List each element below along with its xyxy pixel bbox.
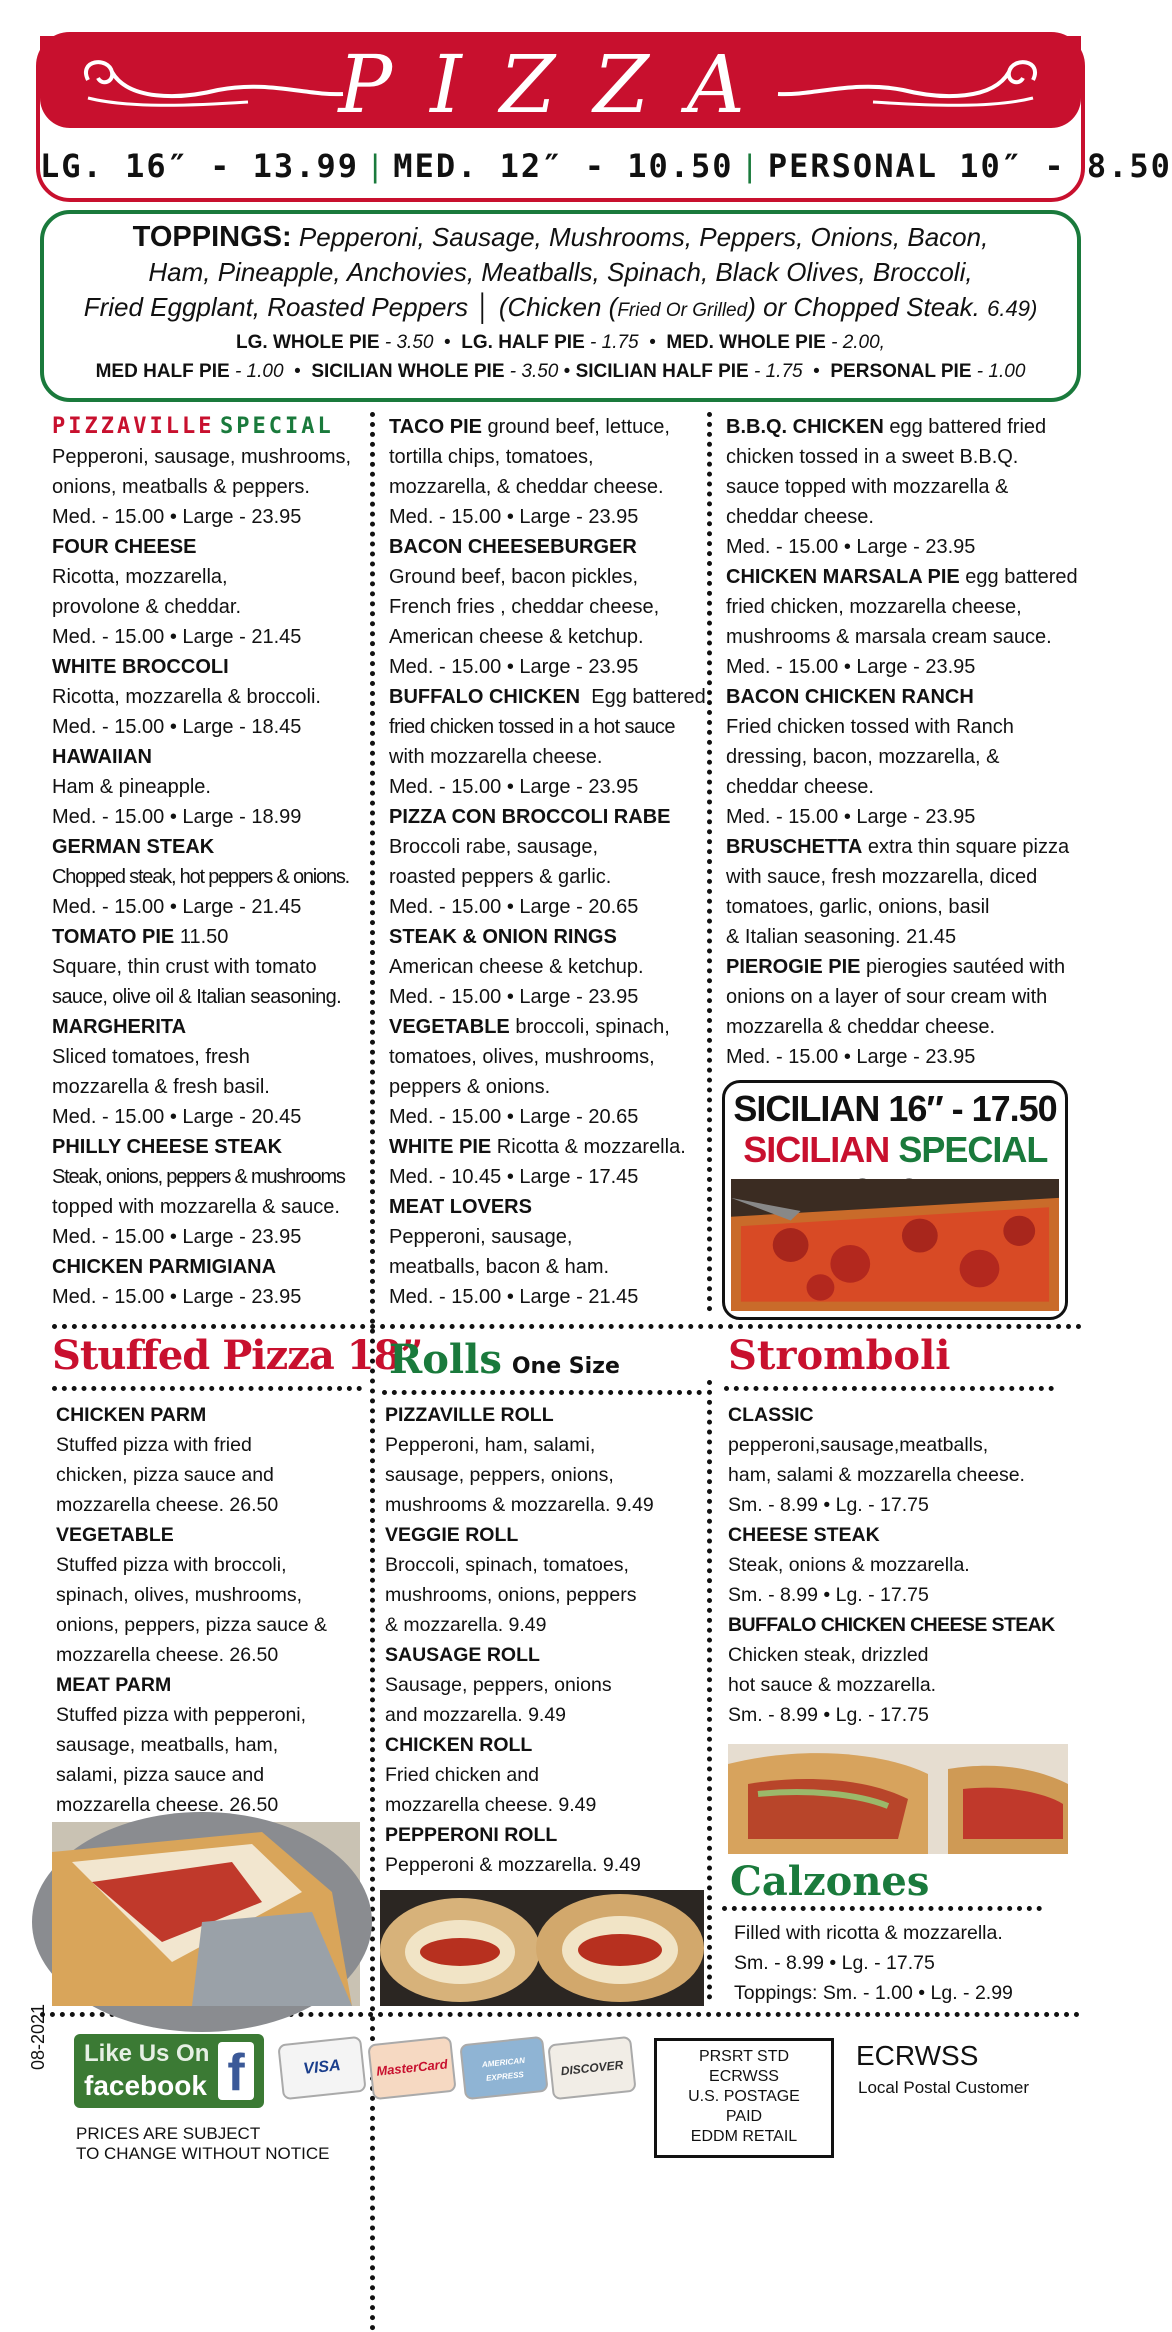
item-desc: Stuffed pizza with fried [56,1434,252,1456]
rolls-subtitle: One Size [511,1354,620,1379]
item-name: PIZZA CON BROCCOLI RABE [389,806,671,828]
item-price: Med. - 15.00 • Large - 23.95 [726,1046,976,1068]
item-name: CLASSIC [728,1404,814,1426]
toppings-line-1: Pepperoni, Sausage, Mushrooms, Peppers, Onions, Bacon, [298,222,989,252]
toppings-box [40,210,1081,402]
item-price: Sm. - 8.99 • Lg. - 17.75 [728,1494,929,1516]
lg-whole-price: - 3.50 [384,332,434,353]
size-personal: PERSONAL 10″ - 8.50 [767,147,1172,185]
rolls-photo [380,1890,704,2006]
item-desc: Ham & pineapple. [52,776,211,798]
item-desc: Ricotta, mozzarella, [52,566,228,588]
item-desc: Pepperoni, ham, salami, [385,1434,596,1456]
item-desc: chicken tossed in a sweet B.B.Q. [726,446,1019,468]
sicilian-box [722,1080,1068,1320]
section-divider [52,1386,362,1391]
price-notice [76,2124,329,2164]
bullet: • [563,361,571,382]
size-medium: MED. 12″ - 10.50 [393,147,734,185]
section-divider [724,1386,1054,1391]
item-desc: & Italian seasoning. 21.45 [726,926,957,948]
right-swirl-ornament [773,50,1053,114]
postal-line: PAID [725,2108,763,2125]
size-divider: | [370,148,382,184]
item-desc: Ricotta & mozzarella. [496,1136,686,1158]
stuffed-pizza-photo [52,1822,360,2006]
item-price: Med. - 15.00 • Large - 18.99 [52,806,302,828]
bullet: • [813,361,820,382]
item-name: FOUR CHEESE [52,536,197,558]
item-name: TACO PIE [389,416,482,438]
postage-indicia [654,2038,834,2158]
item-desc: Broccoli rabe, sausage, [389,836,599,858]
topping-prices-row-2 [44,357,1077,386]
item-name: GERMAN STEAK [52,836,215,858]
item-desc: provolone & cheddar. [52,596,242,618]
item-desc: egg battered fried [889,416,1047,438]
item-desc: mozzarella cheese. 26.50 [56,1494,279,1516]
sicilian-special-word-2: SPECIAL [898,1129,1047,1170]
item-name: BUFFALO CHICKEN [389,686,581,708]
item-desc: sausage, peppers, onions, [385,1464,614,1486]
facebook-badge[interactable] [74,2034,264,2108]
item-desc: mushrooms & mozzarella. 9.49 [385,1494,654,1516]
item-desc: Square, thin crust with tomato [52,956,317,978]
item-desc: fried chicken, mozzarella cheese, [726,596,1022,618]
section-divider [382,1390,702,1395]
toppings-premium-price: 6.49) [987,296,1038,321]
header-banner [40,36,1081,131]
lg-whole-label: LG. WHOLE PIE [236,332,380,353]
item-name: MEAT LOVERS [389,1196,532,1218]
toppings-line-2: Ham, Pineapple, Anchovies, Meatballs, Spinach, Black Olives, Broccoli, [148,257,973,287]
item-desc: Fried chicken tossed with Ranch [726,716,1014,738]
item-desc: tortilla chips, tomatoes, [389,446,594,468]
facebook-wordmark: facebook [84,2070,207,2101]
calzones-list [734,1918,1013,2008]
item-desc: ground beef, lettuce, [487,416,670,438]
item-desc: salami, pizza sauce and [56,1764,265,1786]
facebook-icon: f [218,2042,254,2100]
item-desc: and mozzarella. 9.49 [385,1704,567,1726]
size-divider: | [745,148,756,184]
item-desc: American cheese & ketchup. [389,956,644,978]
item-desc: Chicken steak, drizzled [728,1644,929,1666]
item-desc: French fries , cheddar cheese, [389,596,660,618]
local-postal-customer: Local Postal Customer [858,2078,1030,2097]
menu-column-2 [389,412,709,1312]
calzones-title: Calzones [730,1858,930,1905]
item-price: Med. - 15.00 • Large - 23.95 [52,1226,302,1248]
item-desc: dressing, bacon, mozzarella, & [726,746,1000,768]
item-name: BRUSCHETTA [726,836,863,858]
item-name: PHILLY CHEESE STEAK [52,1136,283,1158]
item-desc: Ground beef, bacon pickles, [389,566,639,588]
item-name: CHEESE STEAK [728,1524,880,1546]
item-desc: with mozzarella cheese. [389,746,603,768]
discover-card-icon [547,2036,636,2100]
item-price: Med. - 15.00 • Large - 23.95 [726,806,976,828]
item-desc: pepperoni,sausage,meatballs, [728,1434,989,1456]
item-price: Med. - 15.00 • Large - 18.45 [52,716,302,738]
item-price: Med. - 15.00 • Large - 23.95 [726,536,976,558]
bullet: • [444,332,451,353]
bullet: • [294,361,301,382]
item-desc: Broccoli, spinach, tomatoes, [385,1554,629,1576]
item-name: BACON CHICKEN RANCH [726,686,974,708]
item-price: Med. - 15.00 • Large - 23.95 [52,1286,302,1308]
item-desc: & mozzarella. 9.49 [385,1614,547,1636]
sicilian-price: SICILIAN 16″ - 17.50 [733,1088,1057,1129]
discover-label: DISCOVER [560,2057,624,2079]
item-desc: egg battered [965,566,1078,588]
item-price: Med. - 15.00 • Large - 21.45 [52,626,302,648]
item-name: HAWAIIAN [52,746,152,768]
postal-line: PRSRT STD [698,2048,790,2065]
item-desc: tomatoes, olives, mushrooms, [389,1046,655,1068]
item-name: CHICKEN PARMIGIANA [52,1256,277,1278]
item-price: Med. - 15.00 • Large - 20.65 [389,1106,639,1128]
section-divider [52,1324,1082,1329]
item-desc: Egg battered [591,686,706,708]
item-desc: mozzarella cheese. 26.50 [56,1644,279,1666]
item-desc: mozzarella & cheddar cheese. [726,1016,996,1038]
toppings-chicken-note: Fried Or Grilled [617,300,748,321]
item-desc: fried chicken tossed in a hot sauce [389,716,675,738]
item-desc: extra thin square pizza [867,836,1070,858]
item-price: Med. - 15.00 • Large - 23.95 [52,506,302,528]
item-desc: hot sauce & mozzarella. [728,1674,937,1696]
item-desc: pierogies sautéed with [866,956,1066,978]
item-name: PIZZAVILLE ROLL [385,1404,554,1426]
item-desc: Steak, onions & mozzarella. [728,1554,970,1576]
item-desc: mozzarella & fresh basil. [52,1076,270,1098]
item-desc: Filled with ricotta & mozzarella. [734,1922,1003,1944]
item-name: BUFFALO CHICKEN CHEESE STEAK [728,1614,1055,1636]
item-desc: Stuffed pizza with broccoli, [56,1554,287,1576]
sic-half-label: SICILIAN HALF PIE [575,361,749,382]
bullet: • [649,332,656,353]
med-half-price: - 1.00 [234,361,284,382]
postal-line: EDDM RETAIL [690,2128,798,2145]
item-name: VEGETABLE [389,1016,510,1038]
menu-column-1 [52,412,372,1312]
item-price: Med. - 15.00 • Large - 23.95 [389,506,639,528]
stuffed-pizza-list [56,1400,327,1820]
item-desc: onions on a layer of sour cream with [726,986,1048,1008]
personal-price: - 1.00 [976,361,1026,382]
size-large: LG. 16″ - 13.99 [40,147,359,185]
amex-label: AMERICAN EXPRESS [481,2055,526,2083]
item-desc: Chopped steak, hot peppers & onions. [52,866,350,888]
section-divider [722,1906,1042,1911]
facebook-like-text: Like Us On [84,2040,210,2067]
rolls-list [385,1400,654,1880]
item-price: Sm. - 8.99 • Lg. - 17.75 [728,1704,929,1726]
item-name: CHICKEN ROLL [385,1734,533,1756]
item-desc: chicken, pizza sauce and [56,1464,274,1486]
sic-half-price: - 1.75 [754,361,803,382]
item-name: STEAK & ONION RINGS [389,926,617,948]
item-name: CHICKEN MARSALA PIE [726,566,960,588]
sic-whole-label: SICILIAN WHOLE PIE [311,361,505,382]
item-price: Med. - 15.00 • Large - 21.45 [52,896,302,918]
item-desc: mozzarella cheese. 26.50 [56,1794,279,1816]
item-name: VEGETABLE [56,1524,174,1546]
item-desc: tomatoes, garlic, onions, basil [726,896,990,918]
pizza-header [36,32,1172,202]
postal-line: U.S. POSTAGE [688,2088,800,2105]
med-whole-price: - 2.00, [831,332,885,353]
item-desc: sauce, olive oil & Italian seasoning. [52,986,342,1008]
item-name: SAUSAGE ROLL [385,1644,540,1666]
item-name: BACON CHEESEBURGER [389,536,637,558]
item-desc: American cheese & ketchup. [389,626,644,648]
mastercard-icon [367,2036,456,2100]
item-price: Sm. - 8.99 • Lg. - 17.75 [734,1952,935,1974]
sic-whole-price: - 3.50 [509,361,559,382]
item-name: WHITE BROCCOLI [52,656,229,678]
item-price: Sm. - 8.99 • Lg. - 17.75 [728,1584,929,1606]
toppings-label: TOPPINGS: [132,221,292,253]
item-desc: Pepperoni, sausage, [389,1226,573,1248]
item-desc: mozzarella, & cheddar cheese. [389,476,664,498]
item-name: VEGGIE ROLL [385,1524,519,1546]
item-price: 11.50 [179,926,229,948]
menu-column-3 [726,412,1076,1072]
item-price: Med. - 15.00 • Large - 20.45 [52,1106,302,1128]
size-prices [40,136,1172,196]
item-price: Med. - 10.45 • Large - 17.45 [389,1166,639,1188]
sicilian-pizza-photo [731,1179,1059,1311]
item-desc: mushrooms, onions, peppers [385,1584,637,1606]
mastercard-label: MasterCard [375,2056,449,2079]
item-desc: onions, peppers, pizza sauce & [56,1614,328,1636]
lg-half-label: LG. HALF PIE [461,332,585,353]
item-desc: broccoli, spinach, [515,1016,670,1038]
item-desc: Pepperoni & mozzarella. 9.49 [385,1854,641,1876]
item-desc: ham, salami & mozzarella cheese. [728,1464,1025,1486]
special-word: SPECIAL [220,414,334,439]
item-desc: Pepperoni, sausage, mushrooms, [52,446,352,468]
personal-label: PERSONAL PIE [830,361,972,382]
item-desc: Fried chicken and [385,1764,539,1786]
amex-card-icon [459,2036,548,2100]
column-divider [707,1380,712,2000]
item-desc: meatballs, bacon & ham. [389,1256,610,1278]
topping-prices-row-1 [44,328,1077,357]
rolls-title [389,1336,620,1383]
item-name: MEAT PARM [56,1674,172,1696]
item-desc: roasted peppers & garlic. [389,866,612,888]
print-date: 08-2021 [28,2003,48,2070]
item-desc: sauce topped with mozzarella & [726,476,1009,498]
postal-line: ECRWSS [709,2068,779,2085]
item-name: MARGHERITA [52,1016,187,1038]
item-price: Med. - 15.00 • Large - 23.95 [726,656,976,678]
item-desc: cheddar cheese. [726,506,874,528]
item-name: CHICKEN PARM [56,1404,207,1426]
med-half-label: MED HALF PIE [95,361,230,382]
item-name: B.B.Q. CHICKEN [726,416,884,438]
pizzaville-word: PIZZAVILLE [52,414,215,439]
ecrwss-label: ECRWSS [856,2040,979,2071]
header-title: PIZZA [338,38,783,131]
item-desc: mushrooms & marsala cream sauce. [726,626,1052,648]
item-price: Med. - 15.00 • Large - 23.95 [389,776,639,798]
visa-card-icon [277,2036,366,2100]
item-price: Med. - 15.00 • Large - 20.65 [389,896,639,918]
rolls-title-text: Rolls [389,1336,502,1383]
item-desc: Stuffed pizza with pepperoni, [56,1704,307,1726]
toppings-line-3: Fried Eggplant, Roasted Peppers │ (Chicken ( [83,292,618,322]
item-desc: Sausage, peppers, onions [385,1674,612,1696]
med-whole-label: MED. WHOLE PIE [666,332,826,353]
item-name: PEPPERONI ROLL [385,1824,558,1846]
item-name: WHITE PIE [389,1136,492,1158]
item-desc: Sliced tomatoes, fresh [52,1046,250,1068]
toppings-line-3-cont: ) or Chopped Steak. [747,292,980,322]
stromboli-photo [728,1744,1068,1854]
item-desc: topped with mozzarella & sauce. [52,1196,340,1218]
item-desc: mozzarella cheese. 9.49 [385,1794,597,1816]
item-price: Toppings: Sm. - 1.00 • Lg. - 2.99 [734,1982,1013,2004]
price-notice-line-2: TO CHANGE WITHOUT NOTICE [76,2144,330,2163]
item-desc: peppers & onions. [389,1076,551,1098]
stromboli-list [728,1400,1055,1730]
item-desc: spinach, olives, mushrooms, [56,1584,303,1606]
item-name: PIEROGIE PIE [726,956,861,978]
item-desc: onions, meatballs & peppers. [52,476,310,498]
visa-label: VISA [302,2057,342,2078]
lg-half-price: - 1.75 [590,332,639,353]
price-notice-line-1: PRICES ARE SUBJECT [76,2124,261,2143]
item-price: Med. - 15.00 • Large - 23.95 [389,986,639,1008]
sicilian-special-word-1: SICILIAN [743,1129,890,1170]
item-price: Med. - 15.00 • Large - 21.45 [389,1286,639,1308]
stuffed-pizza-title: Stuffed Pizza 18” [52,1332,423,1379]
stromboli-title: Stromboli [728,1332,951,1379]
item-desc: with sauce, fresh mozzarella, diced [726,866,1038,888]
item-desc: cheddar cheese. [726,776,874,798]
item-desc: Steak, onions, peppers & mushrooms [52,1166,345,1188]
item-price: Med. - 15.00 • Large - 23.95 [389,656,639,678]
item-desc: sausage, meatballs, ham, [56,1734,279,1756]
item-name: TOMATO PIE [52,926,175,948]
item-desc: Ricotta, mozzarella & broccoli. [52,686,321,708]
